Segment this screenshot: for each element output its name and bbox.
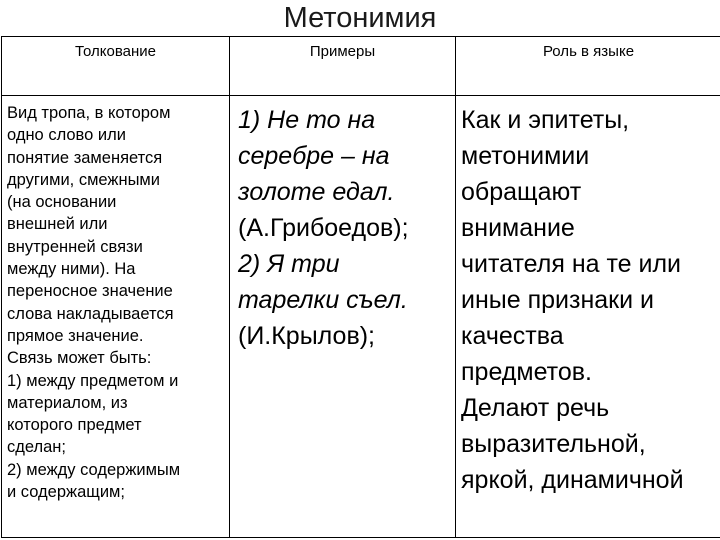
role-line: читателя на те или [461,250,682,278]
definition-line: понятие заменяется [7,148,163,167]
example-line: (А.Грибоедов); [238,214,409,242]
definition-line: внешней или [7,215,108,234]
examples-cell [230,96,456,538]
definition-line: внутренней связи [7,237,143,256]
header-interpretation: Толкование [2,37,230,96]
definition-cell [2,96,230,538]
definition-line: сделан; [7,438,67,457]
role-line: внимание [461,214,575,242]
role-line: яркой, динамичной [461,466,684,494]
role-line: обращают [461,178,582,206]
definition-line: которого предмет [7,416,142,435]
example-line: (И.Крылов); [238,322,375,350]
header-role: Роль в языке [456,37,720,96]
example-line: золоте едал. [238,178,395,206]
role-line: качества [461,322,564,350]
example-line: серебре – на [238,142,390,170]
definition-line: (на основании [7,193,117,212]
definition-line: Связь может быть: [7,349,152,368]
definition-line: Вид тропа, в котором [7,104,171,122]
role-line: предметов. [461,358,592,386]
header-row [2,37,720,96]
role-line: метонимии [461,142,590,170]
definition-line: 2) между содержимым [7,460,181,479]
role-line: Как и эпитеты, [461,106,630,134]
slide-title: Метонимия [283,2,437,34]
example-line: 2) Я три [238,250,340,278]
definition-line: другими, смежными [7,170,160,189]
definition-line: одно слово или [7,126,126,145]
role-line: иные признаки и [461,286,654,314]
definition-line: слова накладывается [7,304,174,323]
definition-line: между ними). На [7,260,136,279]
role-line: выразительной, [461,430,646,458]
content-row [2,96,720,538]
example-line: тарелки съел. [238,286,408,314]
definition-line: переносное значение [7,282,173,301]
definition-line: материалом, из [7,393,128,412]
role-line: Делают речь [461,394,610,422]
example-line: 1) Не то на [238,106,376,134]
header-examples: Примеры [230,37,456,96]
definition-line: прямое значение. [7,326,144,345]
definition-line: и содержащим; [7,483,125,502]
metonymy-table [1,36,720,538]
role-cell [456,96,720,538]
definition-line: 1) между предметом и [7,371,179,390]
